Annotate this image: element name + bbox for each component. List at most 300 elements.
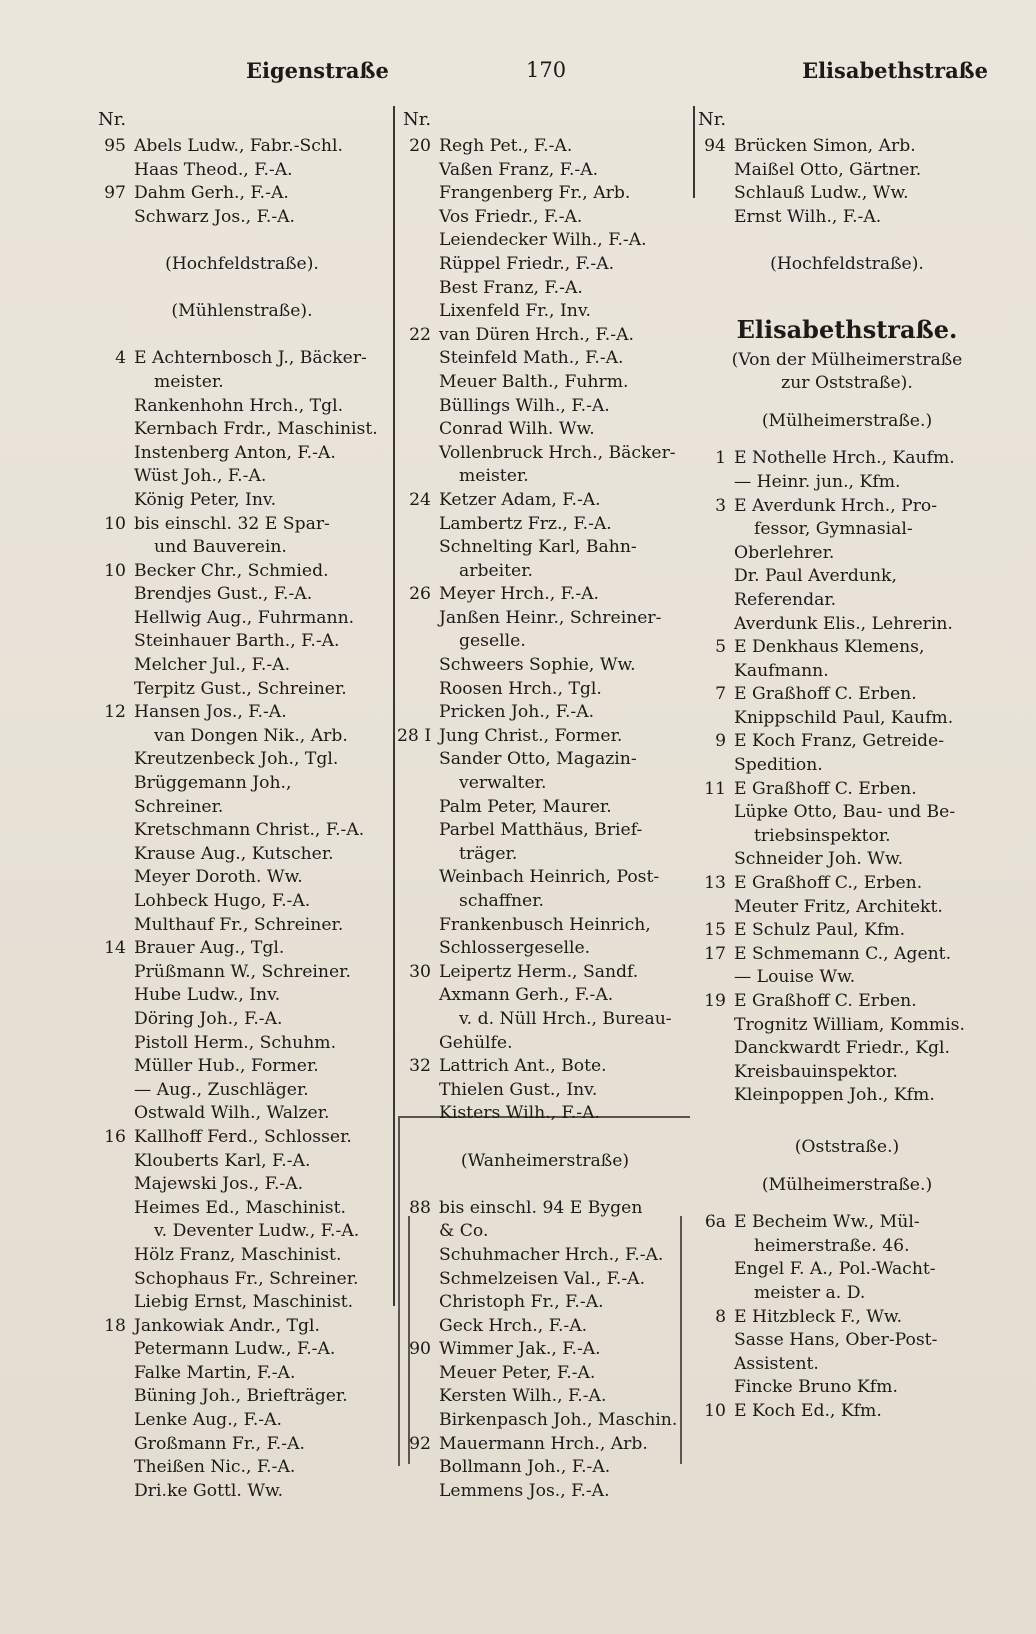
entry-text: Schweers Sophie, Ww. — [439, 655, 636, 676]
list-item — [397, 1102, 693, 1126]
column-heading — [397, 108, 693, 135]
list-item — [692, 1235, 1002, 1259]
entry-text: träger. — [459, 843, 518, 864]
list-item — [92, 135, 392, 159]
list-item — [397, 1409, 693, 1433]
entry-text: König Peter, Inv. — [134, 489, 277, 510]
list-item — [397, 1433, 693, 1457]
house-number: 90 — [409, 1339, 431, 1360]
entry-text: Lohbeck Hugo, F.-A. — [134, 891, 311, 911]
entry-text: Pistoll Herm., Schuhm. — [134, 1032, 337, 1053]
list-item — [692, 206, 1002, 230]
entry-text: Danckwardt Friedr., Kgl. — [734, 1038, 951, 1059]
list-item — [397, 300, 693, 324]
column-left — [92, 108, 392, 1503]
entry-text: Klouberts Karl, F.-A. — [134, 1150, 311, 1171]
list-item — [92, 324, 392, 348]
entry-text: Schlossergeselle. — [439, 938, 591, 959]
column-divider-left — [393, 106, 395, 1306]
cross-street: (Mühlenstraße). — [171, 301, 313, 322]
list-item — [397, 1480, 693, 1504]
entry-text: E Achternbosch J., Bäcker- — [134, 348, 367, 369]
list-item — [692, 613, 1002, 637]
entry-text: Nr. — [98, 109, 127, 130]
entry-text: Christoph Fr., F.-A. — [439, 1292, 604, 1313]
list-item — [397, 866, 693, 890]
list-item — [92, 1008, 392, 1032]
entry-text: heimerstraße. 46. — [754, 1235, 910, 1256]
list-item — [92, 937, 392, 961]
list-item — [92, 1197, 392, 1221]
entry-text: Krause Aug., Kutscher. — [134, 843, 334, 864]
house-number: 5 — [715, 637, 726, 658]
entry-text: Ernst Wilh., F.-A. — [734, 206, 882, 227]
entry-text: Großmann Fr., F.-A. — [134, 1433, 305, 1454]
list-item — [92, 725, 392, 749]
list-item — [397, 324, 693, 348]
entry-text: meister. — [459, 466, 529, 487]
entry-text: Frangenberg Fr., Arb. — [439, 183, 631, 204]
entry-text: Kleinpoppen Joh., Kfm. — [734, 1085, 935, 1106]
entry-text: Bollmann Joh., F.-A. — [439, 1457, 611, 1478]
list-item — [92, 1385, 392, 1409]
entry-text: Kersten Wilh., F.-A. — [439, 1386, 607, 1407]
entry-text: Ostwald Wilh., Walzer. — [134, 1103, 330, 1124]
list-item — [92, 748, 392, 772]
house-number: 30 — [409, 961, 431, 982]
list-item — [397, 607, 693, 631]
list-item — [397, 914, 693, 938]
house-number: 88 — [409, 1197, 431, 1218]
list-item — [92, 819, 392, 843]
house-number: 26 — [409, 584, 431, 605]
list-item — [692, 1084, 1002, 1108]
column-heading — [692, 108, 1002, 135]
list-item — [692, 1258, 1002, 1282]
house-number: 20 — [409, 136, 431, 156]
entry-text: Axmann Gerh., F.-A. — [439, 985, 614, 1006]
house-number: 97 — [104, 183, 126, 204]
list-item — [92, 1456, 392, 1480]
entry-text: Brücken Simon, Arb. — [734, 136, 916, 156]
entry-text: Dri.ke Gottl. Ww. — [134, 1480, 284, 1501]
list-item — [692, 872, 1002, 896]
entry-text: Averdunk Elis., Lehrerin. — [734, 613, 953, 634]
entry-text: E Schulz Paul, Kfm. — [734, 920, 906, 941]
list-item — [692, 1306, 1002, 1330]
house-number: 18 — [104, 1315, 126, 1336]
list-item — [397, 1456, 693, 1480]
list-item — [92, 229, 392, 253]
list-item — [692, 919, 1002, 943]
entry-text: Schwarz Jos., F.-A. — [134, 206, 296, 227]
list-item — [692, 565, 1002, 589]
column-right — [692, 108, 1002, 1424]
list-item — [397, 1362, 693, 1386]
list-item — [397, 843, 693, 867]
entry-text: Fincke Bruno Kfm. — [734, 1377, 898, 1398]
page-number: 170 — [526, 58, 567, 82]
house-number: 8 — [715, 1306, 726, 1327]
entry-text: Lenke Aug., F.-A. — [134, 1410, 282, 1431]
entry-text: Wimmer Jak., F.-A. — [439, 1339, 601, 1360]
entry-text: Meyer Doroth. Ww. — [134, 867, 303, 888]
list-item — [692, 1353, 1002, 1377]
entry-text: Steinfeld Math., F.-A. — [439, 348, 624, 369]
entry-text: E Graßhoff C., Erben. — [734, 873, 923, 894]
list-item — [92, 772, 392, 796]
list-item — [397, 1385, 693, 1409]
list-item — [92, 630, 392, 654]
entry-text: Döring Joh., F.-A. — [134, 1008, 283, 1029]
list-item — [92, 395, 392, 419]
entry-text: Jung Christ., Former. — [439, 725, 623, 746]
entry-text: Kreutzenbeck Joh., Tgl. — [134, 749, 339, 770]
list-item — [92, 182, 392, 206]
entry-text: Pricken Joh., F.-A. — [439, 702, 595, 723]
list-item — [692, 990, 1002, 1014]
list-item — [692, 447, 1002, 471]
entry-text: Trognitz William, Kommis. — [734, 1014, 965, 1035]
list-item — [397, 465, 693, 489]
list-item — [692, 848, 1002, 872]
list-item — [692, 636, 1002, 660]
cross-street: (Hochfeldstraße). — [165, 253, 319, 274]
list-item — [397, 1032, 693, 1056]
list-item — [692, 135, 1002, 159]
entry-text: Terpitz Gust., Schreiner. — [134, 678, 347, 699]
entry-text: Geck Hrch., F.-A. — [439, 1315, 588, 1336]
list-item — [92, 1433, 392, 1457]
entry-text: Wüst Joh., F.-A. — [134, 466, 267, 487]
column-heading — [92, 108, 392, 135]
house-number: 10 — [704, 1400, 726, 1421]
list-item — [692, 754, 1002, 778]
entry-text: Hölz Franz, Maschinist. — [134, 1244, 342, 1265]
entry-text: Schlauß Ludw., Ww. — [734, 183, 909, 204]
entry-text: Best Franz, F.-A. — [439, 277, 583, 298]
house-number: 19 — [704, 991, 726, 1011]
entry-text: Lemmens Jos., F.-A. — [439, 1480, 610, 1501]
entry-text: bis einschl. 94 E Bygen — [439, 1197, 643, 1218]
entry-text: Meuer Balth., Fuhrm. — [439, 371, 629, 392]
list-item — [397, 442, 693, 466]
entry-text: arbeiter. — [459, 560, 534, 581]
list-item — [92, 843, 392, 867]
entry-text: Schuhmacher Hrch., F.-A. — [439, 1244, 664, 1265]
list-item — [92, 489, 392, 513]
list-item — [92, 654, 392, 678]
list-item — [692, 1400, 1002, 1424]
entry-text: Falke Martin, F.-A. — [134, 1362, 296, 1383]
entry-text: E Averdunk Hrch., Pro- — [734, 495, 938, 516]
entry-text: van Dongen Nik., Arb. — [154, 725, 348, 746]
list-item — [92, 1268, 392, 1292]
entry-text: Lattrich Ant., Bote. — [439, 1056, 607, 1077]
list-item — [92, 796, 392, 820]
entry-text: Instenberg Anton, F.-A. — [134, 442, 336, 463]
list-item — [692, 229, 1002, 253]
house-number: 95 — [104, 136, 126, 156]
list-item — [692, 683, 1002, 707]
entry-text: Weinbach Heinrich, Post- — [439, 867, 660, 888]
entry-text: Büning Joh., Briefträger. — [134, 1386, 348, 1407]
house-number: 7 — [715, 684, 726, 705]
entry-text: Müller Hub., Former. — [134, 1056, 319, 1077]
house-number: 9 — [715, 731, 726, 752]
list-item — [397, 1055, 693, 1079]
entry-text: Assistent. — [734, 1353, 819, 1374]
list-item — [397, 678, 693, 702]
entry-text: Meuter Fritz, Architekt. — [734, 896, 943, 917]
list-item — [397, 347, 693, 371]
list-item — [397, 937, 693, 961]
page-header — [96, 58, 988, 90]
list-item — [92, 1362, 392, 1386]
list-item — [92, 890, 392, 914]
house-number: 10 — [104, 560, 126, 581]
entry-text: Rüppel Friedr., F.-A. — [439, 253, 615, 274]
list-item — [397, 560, 693, 584]
house-number: 3 — [715, 495, 726, 516]
entry-text: Kernbach Frdr., Maschinist. — [134, 419, 378, 440]
entry-text: Rankenhohn Hrch., Tgl. — [134, 395, 344, 416]
cross-street: (Oststraße.) — [794, 1136, 900, 1157]
house-number: 4 — [115, 348, 126, 369]
list-item — [92, 1055, 392, 1079]
list-item — [397, 984, 693, 1008]
entry-text: Oberlehrer. — [734, 542, 835, 563]
list-item — [397, 890, 693, 914]
list-item — [92, 206, 392, 230]
list-item — [692, 1329, 1002, 1353]
list-item — [692, 778, 1002, 802]
list-item — [397, 748, 693, 772]
entry-text: v. Deventer Ludw., F.-A. — [154, 1221, 360, 1242]
entry-text: Becker Chr., Schmied. — [134, 560, 329, 581]
entry-text: Referendar. — [734, 589, 837, 610]
entry-text: E Graßhoff C. Erben. — [734, 684, 917, 705]
list-item — [92, 1079, 392, 1103]
entry-text: bis einschl. 32 E Spar- — [134, 513, 330, 534]
entry-text: E Hitzbleck F., Ww. — [734, 1306, 903, 1327]
entry-text: Palm Peter, Maurer. — [439, 796, 612, 817]
entry-text: Multhauf Fr., Schreiner. — [134, 914, 344, 935]
list-item — [92, 371, 392, 395]
list-item — [92, 1150, 392, 1174]
list-item — [397, 1008, 693, 1032]
header-left-street: Eigenstraße — [246, 58, 389, 83]
entry-text: Steinhauer Barth., F.-A. — [134, 631, 340, 652]
list-item — [692, 943, 1002, 967]
entry-text: Dr. Paul Averdunk, — [734, 566, 897, 587]
list-item — [397, 135, 693, 159]
entry-text: Birkenpasch Joh., Maschin. — [439, 1410, 678, 1431]
list-item — [92, 347, 392, 371]
entry-text: Mauermann Hrch., Arb. — [439, 1433, 648, 1454]
house-number: 15 — [704, 920, 726, 941]
list-item — [397, 819, 693, 843]
list-item — [397, 253, 693, 277]
entry-text: & Co. — [439, 1221, 489, 1242]
list-item — [92, 1480, 392, 1504]
list-item — [397, 371, 693, 395]
list-item — [397, 1079, 693, 1103]
list-item — [397, 1220, 693, 1244]
list-item — [92, 1126, 392, 1150]
entry-text: — Louise Ww. — [734, 967, 856, 988]
entry-text: E Graßhoff C. Erben. — [734, 778, 917, 799]
house-number: 11 — [704, 778, 726, 799]
entry-text: Sasse Hans, Ober-Post- — [734, 1330, 938, 1351]
entry-text: Büllings Wilh., F.-A. — [439, 395, 610, 416]
list-item — [92, 1220, 392, 1244]
entry-text: Lambertz Frz., F.-A. — [439, 513, 612, 534]
entry-text: Hellwig Aug., Fuhrmann. — [134, 607, 355, 628]
list-item — [692, 589, 1002, 613]
cross-street: (Mülheimerstraße.) — [761, 410, 933, 431]
entry-text: und Bauverein. — [154, 537, 287, 558]
list-item — [692, 707, 1002, 731]
list-item — [92, 1102, 392, 1126]
entry-text: Vos Friedr., F.-A. — [439, 206, 583, 227]
house-number: 13 — [704, 873, 726, 894]
list-item — [92, 583, 392, 607]
list-item — [92, 961, 392, 985]
entry-text: Engel F. A., Pol.-Wacht- — [734, 1259, 936, 1280]
list-item — [692, 1211, 1002, 1235]
section-title: Elisabethstraße. — [736, 314, 958, 344]
cross-street: (Hochfeldstraße). — [770, 253, 924, 274]
list-item — [92, 1291, 392, 1315]
entry-text: fessor, Gymnasial- — [754, 519, 913, 540]
list-item — [92, 277, 392, 301]
list-item — [397, 772, 693, 796]
entry-text: Brendjes Gust., F.-A. — [134, 584, 313, 605]
entry-text: meister. — [154, 371, 224, 392]
list-item — [397, 182, 693, 206]
list-item — [92, 1338, 392, 1362]
entry-text: Schophaus Fr., Schreiner. — [134, 1268, 359, 1289]
entry-text: E Graßhoff C. Erben. — [734, 991, 917, 1011]
entry-text: Abels Ludw., Fabr.-Schl. — [134, 136, 343, 156]
list-item — [397, 583, 693, 607]
house-number: 24 — [409, 489, 431, 510]
entry-text: Majewski Jos., F.-A. — [134, 1174, 304, 1195]
list-item — [397, 725, 693, 749]
house-number: 12 — [104, 702, 126, 723]
entry-text: Maißel Otto, Gärtner. — [734, 159, 922, 180]
entry-text: Parbel Matthäus, Brief- — [439, 820, 643, 841]
list-item — [92, 701, 392, 725]
list-item — [92, 1032, 392, 1056]
entry-text: Janßen Heinr., Schreiner- — [439, 607, 662, 628]
entry-text: Brauer Aug., Tgl. — [134, 938, 285, 959]
house-number: 94 — [704, 136, 726, 156]
list-item — [397, 277, 693, 301]
cross-street: (Mülheimerstraße.) — [761, 1174, 933, 1195]
list-item — [692, 542, 1002, 566]
entry-text: Conrad Wilh. Ww. — [439, 419, 595, 440]
entry-text: Kisters Wilh., F.-A. — [439, 1103, 600, 1124]
list-item — [397, 796, 693, 820]
entry-text: Lüpke Otto, Bau- und Be- — [734, 802, 956, 823]
list-item — [92, 866, 392, 890]
entry-text: Schreiner. — [134, 796, 224, 817]
list-item — [92, 465, 392, 489]
list-item — [692, 1014, 1002, 1038]
entry-text: Liebig Ernst, Maschinist. — [134, 1292, 354, 1313]
entry-text: Roosen Hrch., Tgl. — [439, 678, 602, 699]
entry-text: Kaufmann. — [734, 660, 829, 681]
entry-text: Nr. — [698, 109, 727, 130]
house-number: 32 — [409, 1056, 431, 1077]
entry-text: v. d. Nüll Hrch., Bureau- — [459, 1008, 672, 1029]
list-item — [92, 1244, 392, 1268]
entry-text: Regh Pet., F.-A. — [439, 136, 573, 156]
entry-text: Kretschmann Christ., F.-A. — [134, 820, 365, 841]
entry-text: Dahm Gerh., F.-A. — [134, 183, 289, 204]
entry-text: Schneider Joh. Ww. — [734, 849, 904, 870]
entry-text: Hube Ludw., Inv. — [134, 985, 281, 1006]
entry-text: Spedition. — [734, 755, 823, 776]
entry-text: Petermann Ludw., F.-A. — [134, 1339, 336, 1360]
entry-text: Frankenbusch Heinrich, — [439, 914, 651, 935]
entry-text: Prüßmann W., Schreiner. — [134, 961, 351, 982]
house-number: 14 — [104, 938, 126, 959]
list-item — [397, 229, 693, 253]
house-number: 6a — [704, 1212, 726, 1233]
list-item — [692, 896, 1002, 920]
list-item — [92, 513, 392, 537]
list-item — [692, 1282, 1002, 1306]
entry-text: verwalter. — [459, 773, 547, 794]
list-item — [397, 1268, 693, 1292]
list-item — [692, 471, 1002, 495]
entry-text: Jankowiak Andr., Tgl. — [134, 1315, 320, 1336]
entry-text: Hansen Jos., F.-A. — [134, 702, 287, 723]
list-item — [692, 660, 1002, 684]
list-item — [92, 984, 392, 1008]
list-item — [692, 518, 1002, 542]
entry-text: Vaßen Franz, F.-A. — [439, 159, 599, 180]
list-item — [692, 801, 1002, 825]
list-item — [397, 513, 693, 537]
entry-text: geselle. — [459, 631, 526, 652]
list-item — [692, 825, 1002, 849]
house-number: 1 — [715, 448, 726, 469]
list-item — [92, 1409, 392, 1433]
entry-text: Meuer Peter, F.-A. — [439, 1362, 596, 1383]
list-item — [397, 159, 693, 183]
list-item — [397, 961, 693, 985]
entry-text: Kallhoff Ferd., Schlosser. — [134, 1126, 352, 1147]
entry-text: Vollenbruck Hrch., Bäcker- — [439, 442, 676, 463]
section-subtitle: (Von der Mülheimerstraße — [731, 349, 963, 370]
entry-text: Sander Otto, Magazin- — [439, 749, 637, 770]
house-number: 10 — [104, 513, 126, 534]
entry-text: Knippschild Paul, Kaufm. — [734, 707, 954, 728]
list-item — [397, 1173, 693, 1197]
entry-text: E Nothelle Hrch., Kaufm. — [734, 448, 955, 469]
house-number: 17 — [704, 943, 726, 964]
entry-text: Leipertz Herm., Sandf. — [439, 961, 639, 982]
list-item — [397, 1315, 693, 1339]
entry-text: Heimes Ed., Maschinist. — [134, 1197, 346, 1218]
entry-text: — Heinr. jun., Kfm. — [734, 471, 901, 492]
list-item — [692, 730, 1002, 754]
list-item — [92, 607, 392, 631]
